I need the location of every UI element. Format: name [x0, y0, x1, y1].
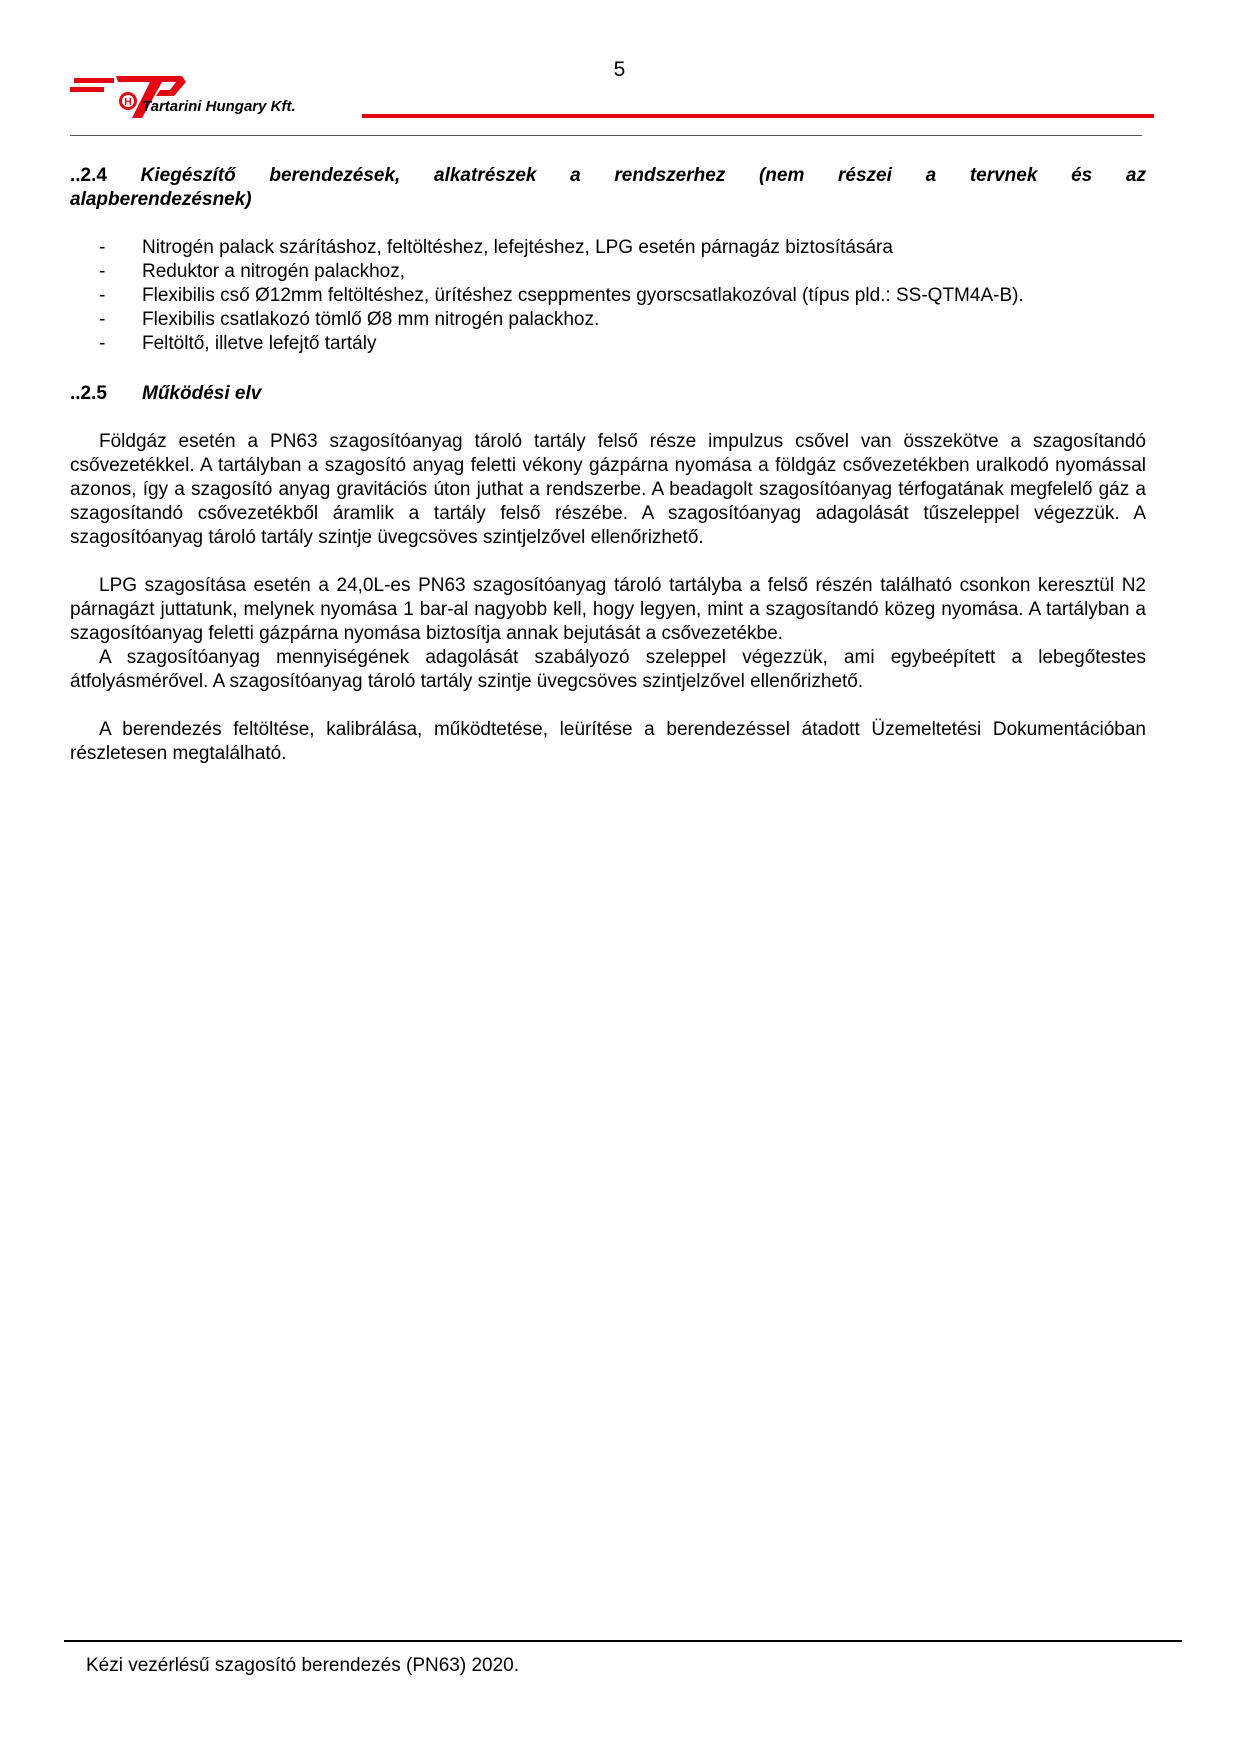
heading-word: alkatrészek — [434, 165, 537, 186]
section-2-4-heading-line1 — [70, 164, 1146, 188]
heading-word: rendszerhez — [614, 165, 726, 186]
heading-word: Kiegészítő — [140, 165, 236, 186]
logo-red-rule — [362, 114, 1154, 118]
section-2-4-heading-line2: alapberendezésnek) — [70, 189, 252, 210]
section-2-4-heading — [70, 164, 1146, 212]
page-number: 5 — [613, 58, 626, 81]
heading-word: a — [570, 165, 581, 186]
header-rule — [70, 135, 1142, 136]
list-item: - Flexibilis csatlakozó tömlő Ø8 mm nitrogén palackhoz. — [99, 309, 600, 330]
section-2-5-title: Működési elv — [142, 383, 262, 404]
list-item: - Flexibilis cső Ø12mm feltöltéshez, ürítéshez cseppmentes gyorscsatlakozóval (típus pld.: SS-QTM4A-B). — [99, 285, 1024, 306]
section-2-4-number: ..2.4 — [70, 165, 107, 186]
heading-word: részei — [838, 165, 892, 186]
heading-word: (nem — [758, 165, 805, 186]
paragraph: A szagosítóanyag mennyiségének adagolását szabályozó szeleppel végezzük, ami egybeépített a lebegőtestes átfolyásmérővel. A szagosítóanyag tároló tartály szintje üvegcsöves szintjelzővel ellenőrizhető. — [70, 647, 1146, 692]
section-2-5-number: ..2.5 — [70, 383, 107, 404]
footer-rule — [64, 1640, 1182, 1642]
paragraph: Földgáz esetén a PN63 szagosítóanyag tároló tartály felső része impulzus csővel van összekötve a szagosítandó csővezetékkel. A tartályban a szagosító anyag feletti vékony gázpárna nyomása a földgáz csővezetékben uralkodó nyomással azonos, így a szagosító anyag gravitációs úton juthat a rendszerbe. A beadagolt szagosítóanyag térfogatának megfelelő gáz a szagosítandó csővezetékből áramlik a tartály felső részébe. A szagosítóanyag adagolását tűszeleppel végezzük. A szagosítóanyag tároló tartály szintje üvegcsöves szintjelzővel ellenőrizhető. — [70, 431, 1146, 548]
tartarini-logo — [70, 74, 380, 126]
list-item: - Feltöltő, illetve lefejtő tartály — [99, 333, 377, 354]
heading-word: berendezések, — [269, 165, 401, 186]
heading-word: a — [925, 165, 937, 186]
document-body — [70, 164, 1146, 766]
accessory-list — [70, 236, 1146, 356]
heading-word: és — [1071, 165, 1093, 186]
list-item: - Reduktor a nitrogén palackhoz, — [99, 261, 405, 282]
paragraph: LPG szagosítása esetén a 24,0L-es PN63 szagosítóanyag tároló tartályba a felső részén található csonkon keresztül N2 párnagázt juttatunk, melynek nyomása 1 bar-al nagyobb kell, hogy legyen, mint a szagosítandó közeg nyomása. A tartályban a szagosítóanyag feletti gázpárna nyomása biztosítja annak bejutását a csővezetékbe. — [70, 575, 1146, 644]
section-2-5-heading — [70, 382, 1146, 406]
footer-text: Kézi vezérlésű szagosító berendezés (PN63) 2020. — [86, 1655, 520, 1676]
paragraph: A berendezés feltöltése, kalibrálása, működtetése, leürítése a berendezéssel átadott Üzemeltetési Dokumentációban részletesen megtalálható. — [70, 719, 1146, 764]
logo-text: Tartarini Hungary Kft. — [142, 98, 296, 115]
svg-text:H: H — [124, 97, 132, 108]
heading-word: az — [1125, 165, 1146, 186]
heading-word: tervnek — [969, 165, 1038, 186]
list-item: - Nitrogén palack szárításhoz, feltöltéshez, lefejtéshez, LPG esetén párnagáz biztosítására — [99, 237, 893, 258]
